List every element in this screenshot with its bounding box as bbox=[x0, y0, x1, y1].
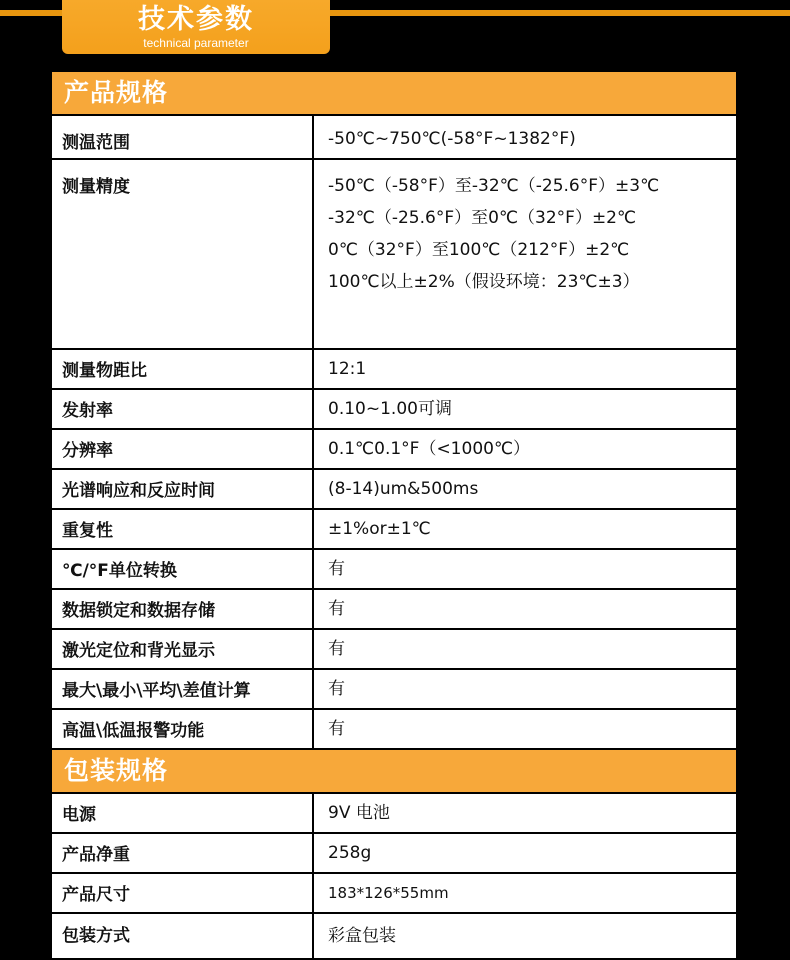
row-value: 有 bbox=[328, 599, 345, 619]
row-value: 9V 电池 bbox=[328, 803, 390, 823]
table-row bbox=[52, 550, 736, 590]
header-tab bbox=[62, 0, 330, 54]
row-label: 测量精度 bbox=[52, 160, 314, 348]
row-value: 有 bbox=[328, 559, 345, 579]
page-subtitle: technical parameter bbox=[143, 36, 249, 50]
row-label: ℃/°F单位转换 bbox=[52, 550, 314, 588]
row-value: 258g bbox=[328, 843, 372, 863]
table-row bbox=[52, 710, 736, 750]
table-row bbox=[52, 116, 736, 160]
table-row bbox=[52, 630, 736, 670]
table-row bbox=[52, 590, 736, 630]
row-value: 有 bbox=[328, 719, 345, 739]
table-row bbox=[52, 430, 736, 470]
row-label: 产品尺寸 bbox=[52, 874, 314, 912]
value-line: 0℃（32°F）至100℃（212°F）±2℃ bbox=[328, 240, 630, 260]
section-header-product-spec: 产品规格 bbox=[52, 72, 736, 116]
row-label: 电源 bbox=[52, 794, 314, 832]
table-row bbox=[52, 874, 736, 914]
table-row bbox=[52, 834, 736, 874]
row-value: 0.1℃0.1°F（<1000℃） bbox=[328, 439, 531, 459]
row-label: 重复性 bbox=[52, 510, 314, 548]
value-line: -50℃（-58°F）至-32℃（-25.6°F）±3℃ bbox=[328, 176, 660, 196]
value-line: 100℃以上±2%（假设环境：23℃±3） bbox=[328, 272, 640, 292]
row-value: 183*126*55mm bbox=[328, 884, 449, 902]
table-row bbox=[52, 160, 736, 350]
row-value: 有 bbox=[328, 639, 345, 659]
table-row bbox=[52, 914, 736, 960]
table-row bbox=[52, 794, 736, 834]
row-label: 测温范围 bbox=[52, 116, 314, 158]
row-label: 产品净重 bbox=[52, 834, 314, 872]
value-line: -32℃（-25.6°F）至0℃（32°F）±2℃ bbox=[328, 208, 637, 228]
row-value: (8-14)um&500ms bbox=[328, 479, 479, 499]
row-value: 彩盒包装 bbox=[328, 926, 396, 946]
section-header-package-spec: 包装规格 bbox=[52, 750, 736, 794]
row-value: 0.10~1.00可调 bbox=[328, 399, 452, 419]
page-title: 技术参数 bbox=[138, 4, 254, 35]
table-row bbox=[52, 350, 736, 390]
row-label: 测量物距比 bbox=[52, 350, 314, 388]
row-value: 有 bbox=[328, 679, 345, 699]
table-row bbox=[52, 470, 736, 510]
row-label: 发射率 bbox=[52, 390, 314, 428]
row-label: 分辨率 bbox=[52, 430, 314, 468]
row-label: 激光定位和背光显示 bbox=[52, 630, 314, 668]
row-value: ±1%or±1℃ bbox=[328, 519, 431, 539]
table-row bbox=[52, 670, 736, 710]
spec-table bbox=[52, 72, 736, 960]
row-label: 数据锁定和数据存储 bbox=[52, 590, 314, 628]
row-value: 12:1 bbox=[328, 359, 367, 379]
row-label: 包装方式 bbox=[52, 914, 314, 958]
table-row bbox=[52, 510, 736, 550]
row-value bbox=[314, 160, 736, 348]
row-label: 最大\最小\平均\差值计算 bbox=[52, 670, 314, 708]
row-label: 高温\低温报警功能 bbox=[52, 710, 314, 748]
row-label: 光谱响应和反应时间 bbox=[52, 470, 314, 508]
table-row bbox=[52, 390, 736, 430]
row-value: -50℃~750℃(-58°F~1382°F) bbox=[328, 129, 576, 149]
